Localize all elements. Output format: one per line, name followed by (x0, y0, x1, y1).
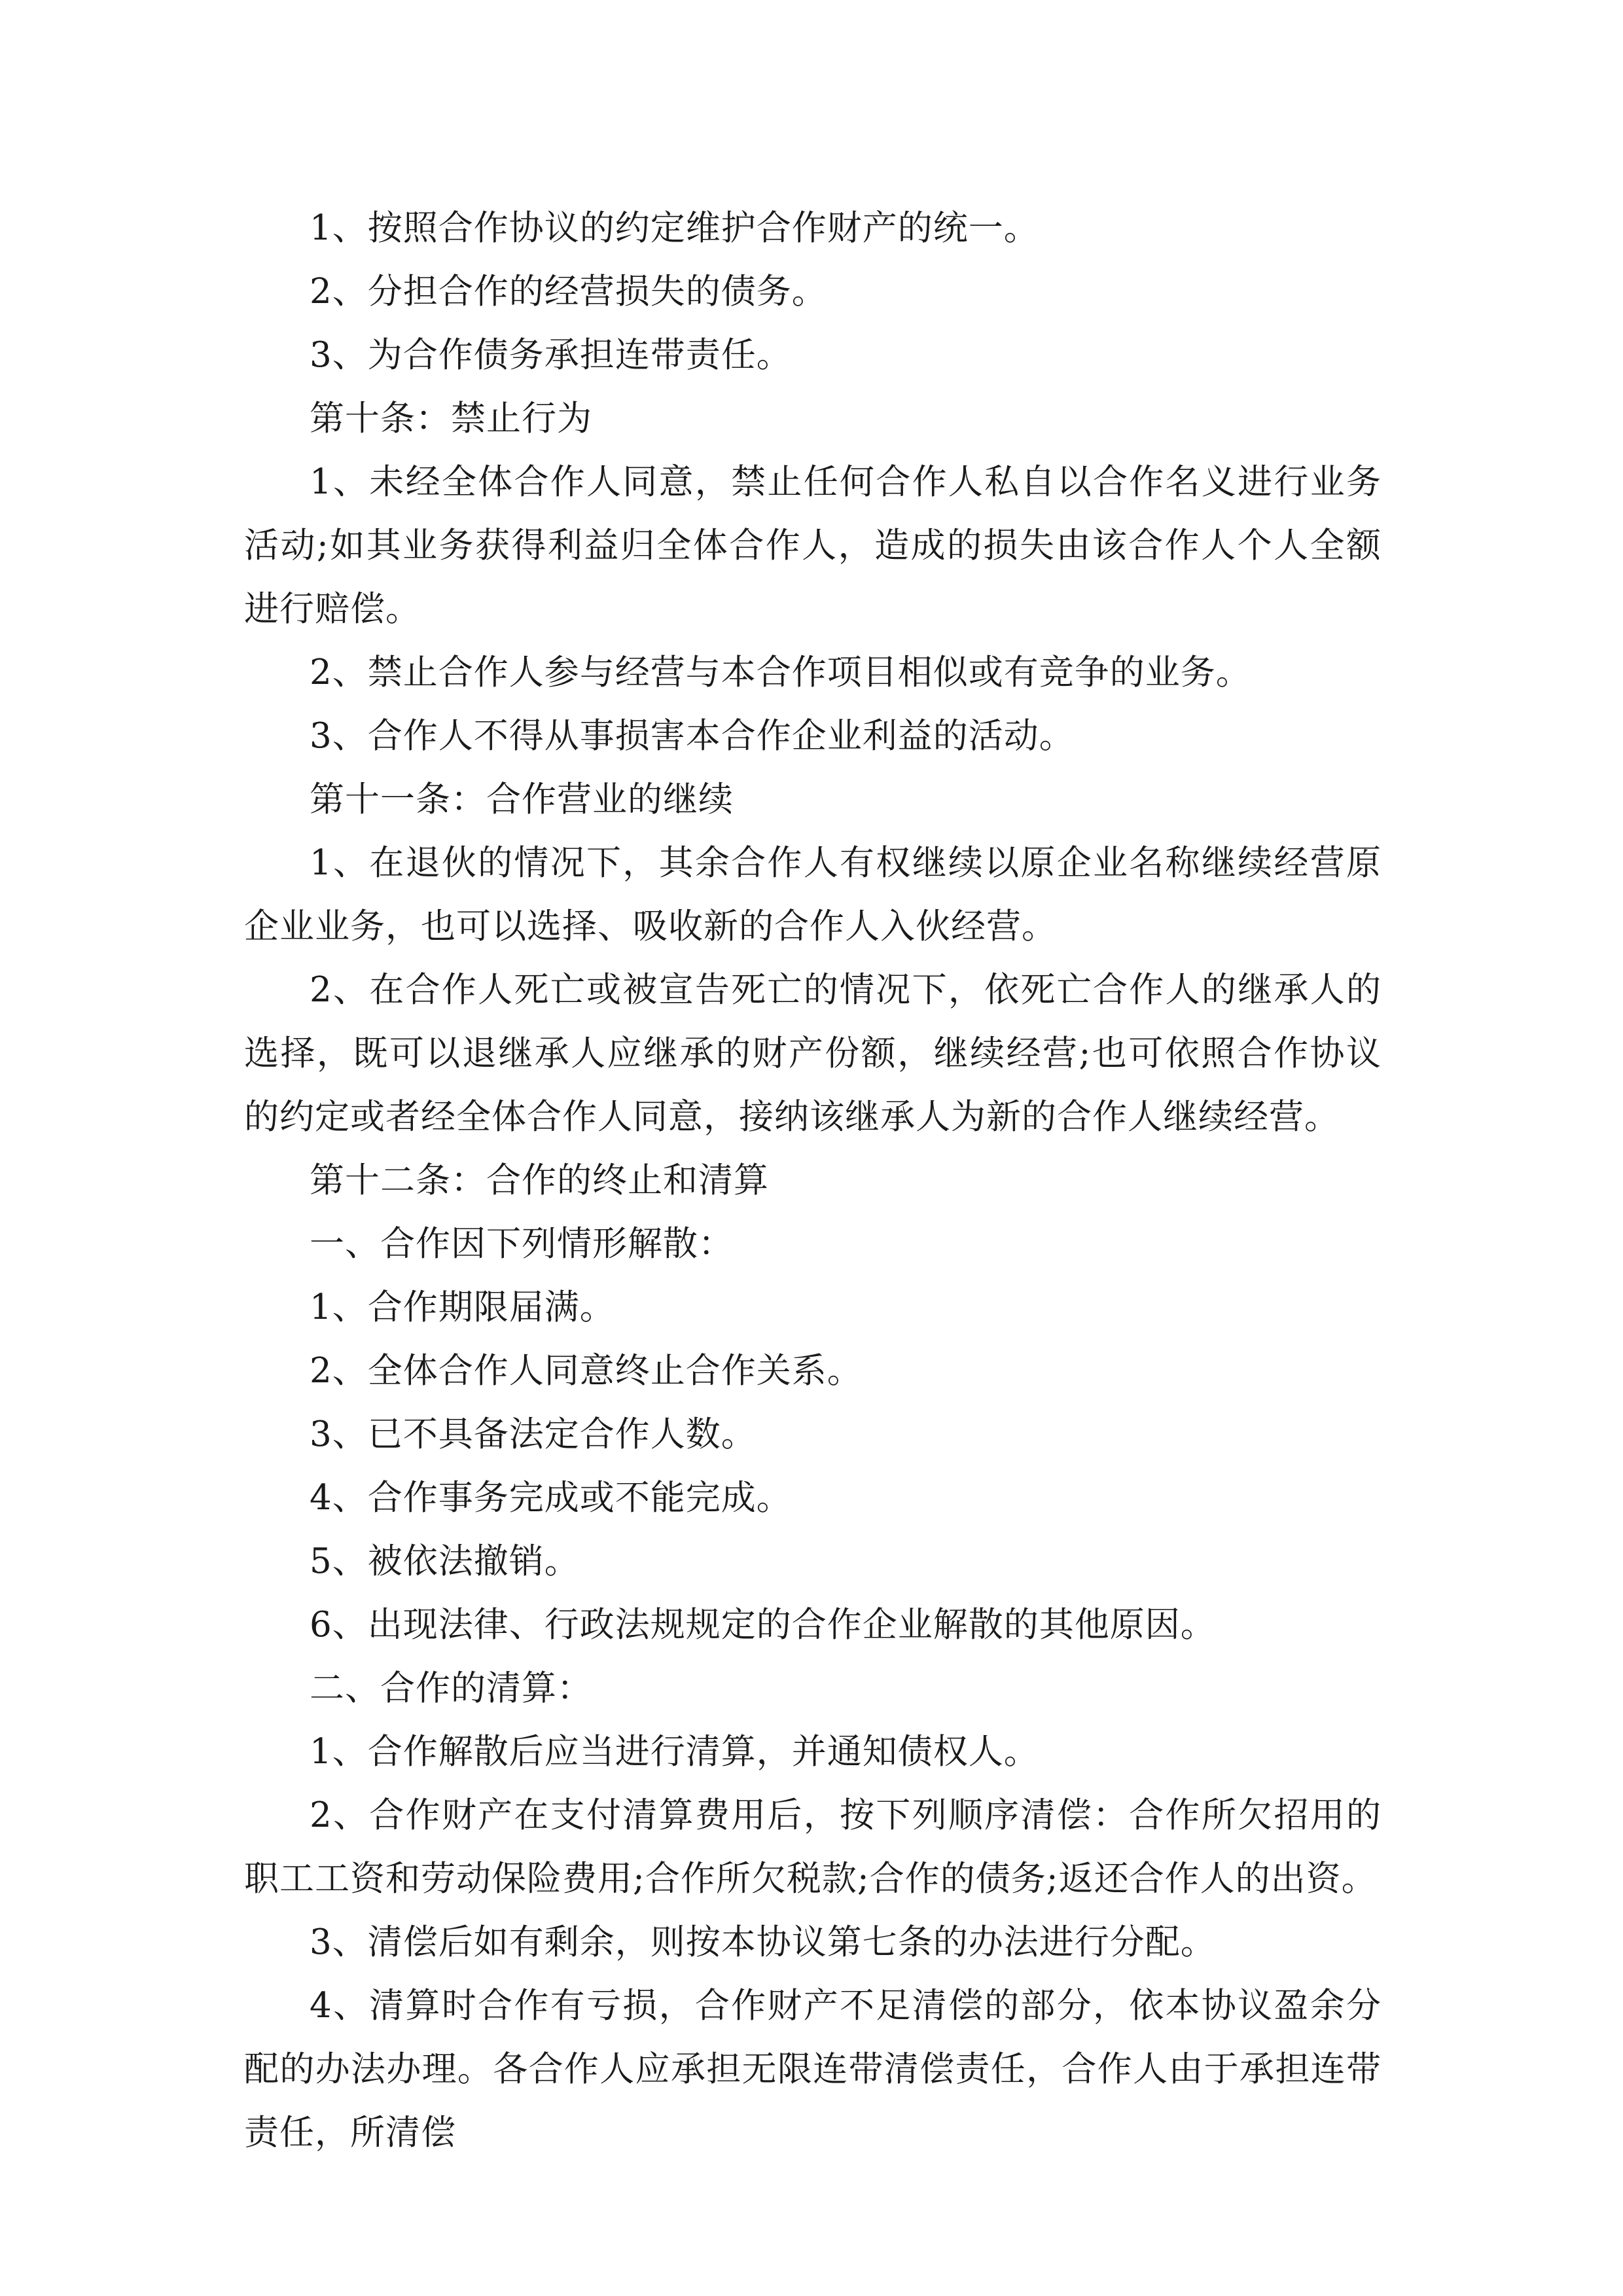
paragraph: 2、全体合作人同意终止合作关系。 (310, 1351, 863, 1391)
article-heading: 第十条：禁止行为 (310, 399, 592, 439)
section-heading: 一、合作因下列情形解散： (310, 1224, 734, 1264)
paragraph: 2、合作财产在支付清算费用后，按下列顺序清偿：合作所欠招用的职工工资和劳动保险费用;合作所欠税款;合作的债务;返还合作人的出资。 (244, 1795, 1382, 1899)
paragraph: 3、已不具备法定合作人数。 (310, 1414, 757, 1454)
paragraph: 5、被依法撤销。 (310, 1541, 580, 1581)
paragraph: 4、清算时合作有亏损，合作财产不足清偿的部分，依本协议盈余分配的办法办理。各合作人应承担无限连带清偿责任，合作人由于承担连带责任，所清偿 (244, 1986, 1382, 2153)
paragraph: 1、按照合作协议的约定维护合作财产的统一。 (310, 208, 1039, 248)
paragraph: 1、在退伙的情况下，其余合作人有权继续以原企业名称继续经营原企业业务，也可以选择、吸收新的合作人入伙经营。 (244, 843, 1382, 946)
paragraph: 2、在合作人死亡或被宣告死亡的情况下，依死亡合作人的继承人的选择，既可以退继承人应继承的财产份额，继续经营;也可依照合作协议的约定或者经全体合作人同意，接纳该继承人为新的合作人继续经营。 (244, 970, 1382, 1137)
article-heading: 第十一条：合作营业的继续 (310, 780, 734, 819)
paragraph: 6、出现法律、行政法规规定的合作企业解散的其他原因。 (310, 1605, 1216, 1645)
paragraph: 1、合作解散后应当进行清算，并通知债权人。 (310, 1732, 1039, 1772)
paragraph: 1、未经全体合作人同意，禁止任何合作人私自以合作名义进行业务活动;如其业务获得利益归全体合作人，造成的损失由该合作人个人全额进行赔偿。 (244, 462, 1382, 629)
paragraph: 2、禁止合作人参与经营与本合作项目相似或有竞争的业务。 (310, 653, 1251, 692)
paragraph: 3、合作人不得从事损害本合作企业利益的活动。 (310, 716, 1075, 756)
paragraph: 4、合作事务完成或不能完成。 (310, 1478, 792, 1518)
document-body (244, 196, 1382, 2164)
paragraph: 2、分担合作的经营损失的债务。 (310, 272, 827, 312)
section-heading: 二、合作的清算： (310, 1668, 592, 1708)
paragraph: 3、清偿后如有剩余，则按本协议第七条的办法进行分配。 (310, 1922, 1216, 1962)
paragraph: 1、合作期限届满。 (310, 1287, 615, 1327)
article-heading: 第十二条：合作的终止和清算 (310, 1160, 769, 1200)
paragraph: 3、为合作债务承担连带责任。 (310, 335, 792, 375)
